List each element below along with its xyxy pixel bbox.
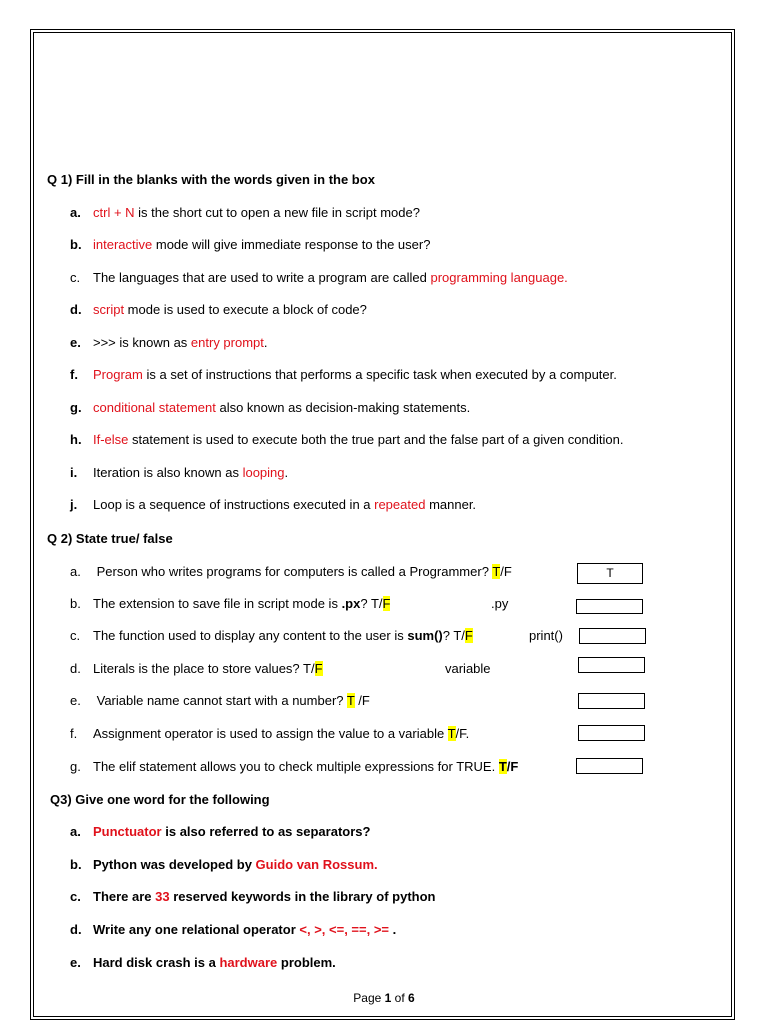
q3-item-b: b. Python was developed by Guido van Rossum. <box>70 857 378 872</box>
q1-item-b: b. interactive mode will give immediate response to the user? <box>70 237 431 252</box>
q2-note-b: .py <box>491 596 509 611</box>
page-footer: Page 1 of 6 <box>353 991 415 1005</box>
answer-box-d[interactable] <box>578 657 645 673</box>
answer-box-f[interactable] <box>578 725 645 741</box>
q2-note-d: variable <box>445 661 491 676</box>
q2-heading: Q 2) State true/ false <box>47 531 173 546</box>
q2-item-g: g. The elif statement allows you to check multiple expressions for TRUE. T/F <box>70 759 519 774</box>
q2-item-b: b. The extension to save file in script mode is .px? T/F <box>70 596 391 611</box>
q3-item-e: e. Hard disk crash is a hardware problem. <box>70 955 336 970</box>
q1-item-e: e. >>> is known as entry prompt. <box>70 335 268 350</box>
q1-item-d: d. script mode is used to execute a block of code? <box>70 302 367 317</box>
q3-item-c: c. There are 33 reserved keywords in the library of python <box>70 889 436 904</box>
q1-item-h: h. If-else statement is used to execute both the true part and the false part of a given condition. <box>70 432 624 447</box>
q1-item-c: c. The languages that are used to write a program are called programming language. <box>70 270 568 285</box>
answer-box-b[interactable] <box>576 599 643 614</box>
q1-item-g: g. conditional statement also known as decision-making statements. <box>70 400 471 415</box>
answer-box-e[interactable] <box>578 693 645 709</box>
q1-heading: Q 1) Fill in the blanks with the words given in the box <box>47 172 375 187</box>
q2-item-e: e. Variable name cannot start with a number? T /F <box>70 693 370 708</box>
q3-item-d: d. Write any one relational operator <, >, <=, ==, >= . <box>70 922 397 937</box>
q1-item-i: i. Iteration is also known as looping. <box>70 465 289 480</box>
q1-item-f: f. Program is a set of instructions that performs a specific task when executed by a computer. <box>70 367 617 382</box>
answer-box-g[interactable] <box>576 758 643 774</box>
answer-box-a[interactable]: T <box>577 563 643 584</box>
answer-box-c[interactable] <box>579 628 646 644</box>
q2-item-c: c. The function used to display any content to the user is sum()? T/F <box>70 628 473 643</box>
q3-item-a: a. Punctuator is also referred to as separators? <box>70 824 371 839</box>
q2-item-d: d. Literals is the place to store values? T/F <box>70 661 323 676</box>
q1-item-j: j. Loop is a sequence of instructions executed in a repeated manner. <box>70 497 477 512</box>
q2-note-c: print() <box>529 628 563 643</box>
q3-heading: Q3) Give one word for the following <box>50 792 270 807</box>
q2-item-a: a. Person who writes programs for computers is called a Programmer? T/F <box>70 564 512 579</box>
q2-item-f: f. Assignment operator is used to assign the value to a variable T/F. <box>70 726 470 741</box>
q1-item-a: a. ctrl + N is the short cut to open a new file in script mode? <box>70 205 420 220</box>
